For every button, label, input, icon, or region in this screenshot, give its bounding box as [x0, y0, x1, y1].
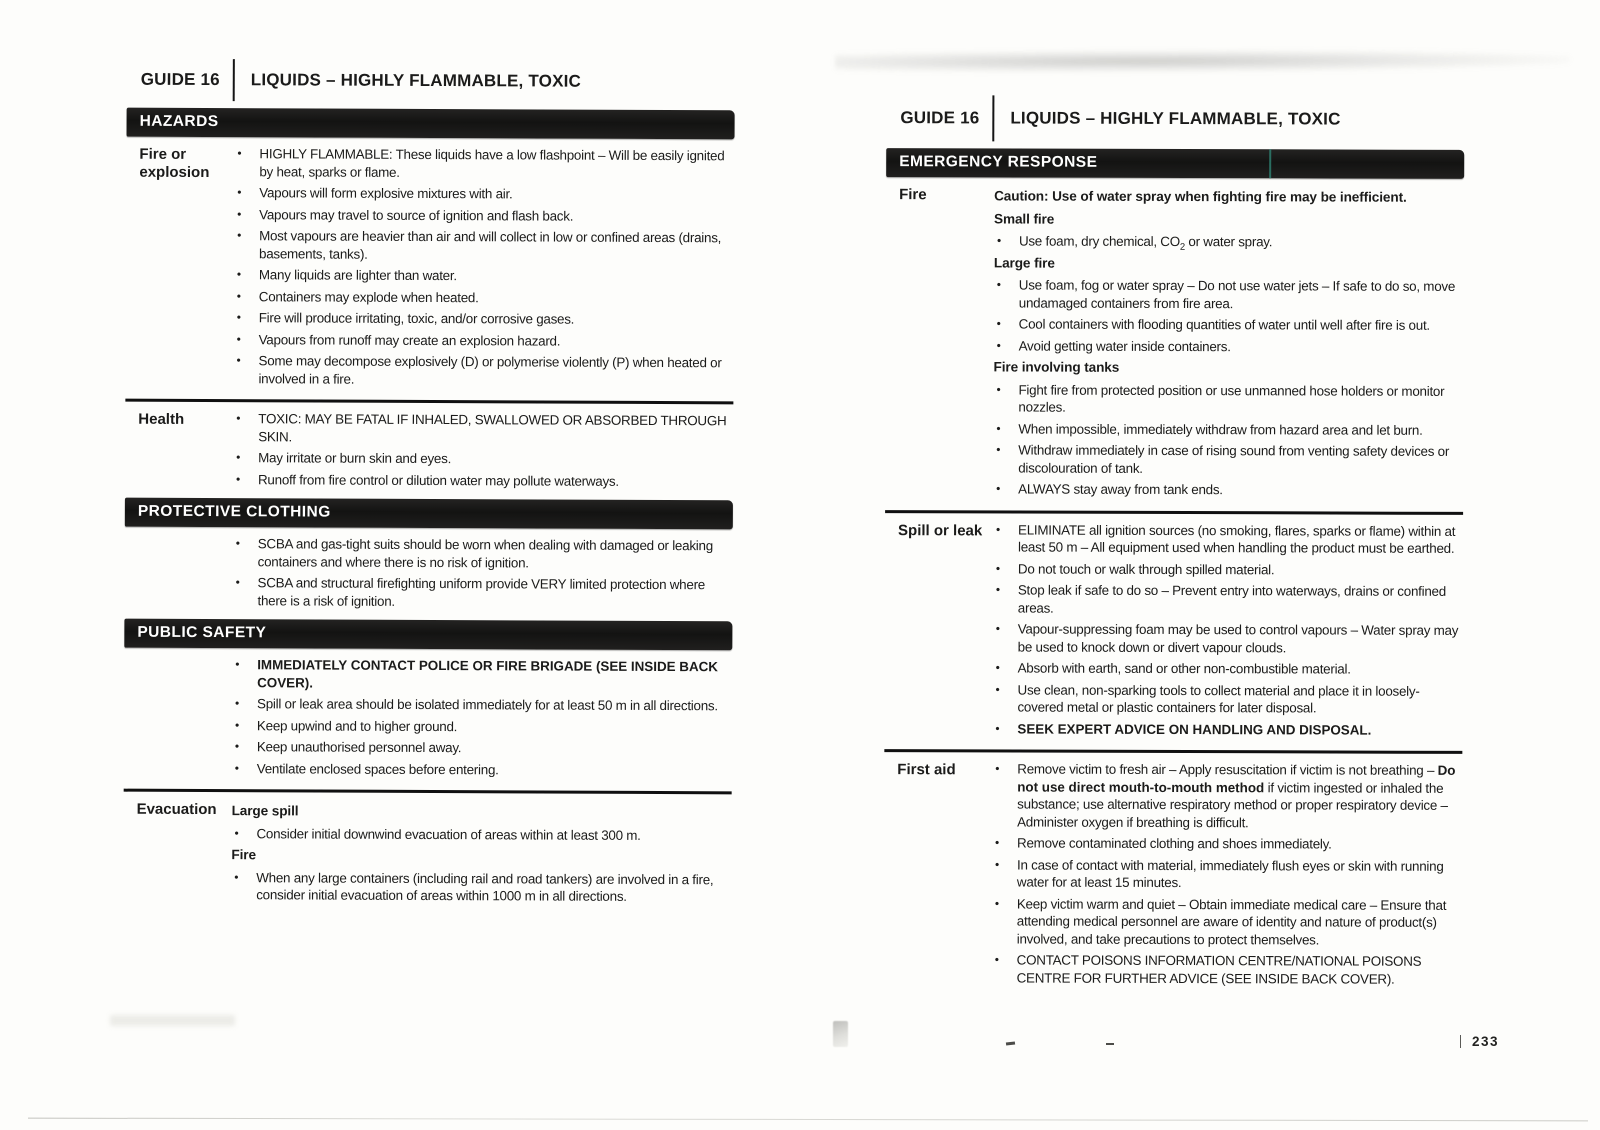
bullet-text: Some may decompose explosively (D) or polymerise violently (P) when heated or involved in a fire. [258, 353, 722, 387]
section-row [884, 513, 1463, 748]
subhead: Fire involving tanks [993, 359, 1120, 375]
bullet-dot: • [235, 536, 240, 551]
bullet-item [233, 535, 729, 572]
page-number-tick [1460, 1035, 1461, 1048]
section-bar-emergency-response [886, 148, 1464, 179]
bullet-text: Use foam, fog or water spray – Do not use water jets – If safe to do so, move undamaged containers from fire area. [1018, 277, 1456, 311]
bullet-text: HIGHLY FLAMMABLE: These liquids have a low flashpoint – Will be easily ignited by heat, sparks or flame. [259, 146, 725, 180]
bullet-text: Use foam, dry chemical, $CO_2$ or water spray. [1018, 233, 1273, 253]
bullet-dot: • [995, 621, 1000, 636]
page-header [127, 59, 735, 104]
section-label: Evacuation [136, 800, 217, 819]
bullet-item [232, 695, 728, 715]
bullet-text: Absorb with earth, sand or other non-combustible material. [1017, 660, 1351, 677]
scan-smudge [110, 1015, 235, 1026]
bullet-item [992, 834, 1458, 853]
page-blocks [123, 108, 735, 915]
bullet-dot: • [995, 720, 1000, 735]
section-row [124, 648, 733, 789]
bullet-dot: • [995, 681, 1000, 696]
bullet-text: Vapours from runoff may create an explosion hazard. [258, 331, 561, 349]
bullet-item [233, 352, 729, 389]
bullet-dot: • [235, 575, 240, 590]
bullet-item [232, 738, 728, 758]
bullet-item [993, 381, 1459, 417]
scan-mark [1106, 1043, 1114, 1045]
bullet-item [234, 288, 730, 308]
bullet-text: Cool containers with flooding quantities of water until well after fire is out. [1018, 316, 1430, 333]
bullet-item [993, 521, 1459, 557]
bullet-item [992, 951, 1458, 987]
section-items [992, 760, 1461, 991]
bullet-text: CONTACT POISONS INFORMATION CENTRE/NATIONAL POISONS CENTRE FOR FURTHER ADVICE (SEE INSIDE BACK COVER). [1016, 952, 1422, 987]
bullet-text: In case of contact with material, immediately flush eyes or skin with running water for at least 15 minutes. [1016, 857, 1444, 891]
section-items [993, 185, 1462, 503]
section-bar-label: EMERGENCY RESPONSE [899, 153, 1098, 171]
bullet-dot: • [234, 739, 240, 754]
scan-smudge [833, 1021, 848, 1047]
bullet-dot: • [996, 420, 1001, 435]
bullet-text: Keep victim warm and quiet – Obtain immediate medical care – Ensure that attending medical personnel are aware of identity and nature of product(s) involved, and take precautions to protect themselves. [1016, 896, 1447, 947]
bullet-text: Withdraw immediately in case of rising sound from venting safety devices or discolouration of tank. [1018, 442, 1450, 476]
bullet-dot: • [237, 206, 242, 221]
section-label: Fire [899, 186, 927, 204]
bullet-dot: • [237, 228, 242, 243]
bullet-dot: • [236, 353, 241, 368]
bullet-dot: • [994, 952, 999, 967]
bullet-item [993, 420, 1459, 439]
bullet-text: Runoff from fire control or dilution water may pollute waterways. [257, 471, 619, 489]
bullet-text: When impossible, immediately withdraw from hazard area and let burn. [1018, 421, 1423, 438]
bullet-text: Remove contaminated clothing and shoes immediately. [1017, 835, 1332, 852]
bullet-item [994, 315, 1460, 334]
bullet-item [993, 659, 1459, 678]
page-header [886, 95, 1464, 143]
bullet-item [232, 717, 728, 737]
page-title: LIQUIDS – HIGHLY FLAMMABLE, TOXIC [250, 70, 582, 91]
bullet-item [232, 574, 728, 611]
bullet-text: May irritate or burn skin and eyes. [258, 450, 452, 467]
bullet-item [234, 145, 730, 182]
section-items [233, 145, 732, 393]
bullet-item [234, 206, 730, 226]
bullet-item [234, 266, 730, 286]
section-row [125, 402, 733, 500]
section-bar-hazards [127, 108, 735, 140]
bullet-text: When any large containers (including rail and road tankers) are involved in a fire, consider initial evacuation of areas within 1000 m in all directions. [256, 869, 714, 904]
bullet-item [992, 856, 1458, 892]
bullet-dot: • [234, 760, 240, 775]
bullet-text: Keep upwind and to higher ground. [256, 717, 458, 734]
bullet-text: Remove victim to fresh air – Apply resuscitation if victim is not breathing – Do not use direct mouth-to-mouth method if victim ingested or inhaled the substance; use alternative respiratory method or proper respiratory device – Administer oxygen if breathing is difficult. [1017, 761, 1456, 830]
bullet-dot: • [996, 277, 1002, 292]
bullet-item [992, 681, 1458, 717]
scan-shadow [835, 49, 1570, 74]
subhead: Caution: Use of water spray when fighting fire may be inefficient. [994, 188, 1407, 205]
bullet-dot: • [234, 825, 239, 840]
bullet-text: Vapour-suppressing foam may be used to control vapours – Water spray may be used to knock down or divert vapour clouds. [1017, 621, 1459, 655]
bullet-dot: • [996, 442, 1001, 457]
bullet-text: Ventilate enclosed spaces before entering. [256, 760, 499, 777]
bullet-dot: • [234, 869, 239, 884]
scan-edge-line [28, 1118, 1588, 1122]
bullet-text: IMMEDIATELY CONTACT POLICE OR FIRE BRIGADE (SEE INSIDE BACK COVER). [257, 657, 719, 690]
bullet-item [234, 309, 730, 329]
bullet-item [231, 869, 727, 906]
section-row [124, 527, 732, 621]
section-bar-public-safety [124, 619, 732, 651]
section-items [232, 656, 731, 783]
bullet-dot: • [234, 717, 240, 732]
bullet-text: Spill or leak area should be isolated immediately for at least 50 m in all directions. [257, 696, 718, 714]
bullet-text: Vapours will form explosive mixtures with air. [259, 185, 513, 202]
subhead: Small fire [994, 210, 1055, 227]
bullet-item [234, 331, 730, 351]
section-items [231, 800, 729, 910]
subhead: Large fire [993, 254, 1055, 271]
page-right [884, 95, 1465, 997]
scan-artifact-line [1269, 149, 1271, 178]
bullet-item [992, 720, 1458, 739]
section-bar-label: HAZARDS [139, 112, 219, 131]
bullet-dot: • [996, 481, 1001, 496]
bullet-dot: • [236, 411, 241, 426]
guide-number: GUIDE 16 [900, 108, 980, 128]
bullet-item [233, 410, 729, 447]
bullet-text: Avoid getting water inside containers. [1018, 338, 1231, 354]
bullet-item [231, 825, 727, 845]
bullet-text: Fight fire from protected position or use unmanned hose holders or monitor nozzles. [1018, 382, 1445, 415]
section-label [124, 656, 233, 781]
bullet-text: SEEK EXPERT ADVICE ON HANDLING AND DISPOSAL. [1017, 721, 1372, 738]
bullet-dot: • [996, 316, 1001, 331]
bullet-dot: • [996, 521, 1001, 536]
bullet-item [994, 276, 1460, 312]
section-items [233, 410, 731, 494]
bullet-dot: • [995, 835, 1000, 850]
bullet-dot: • [996, 337, 1001, 352]
page-number [1460, 1034, 1499, 1048]
bullet-item [993, 560, 1459, 579]
bullet-item [232, 656, 728, 693]
bullet-dot: • [994, 895, 1000, 910]
bullet-item [233, 449, 729, 469]
bullet-text: SCBA and gas-tight suits should be worn when dealing with damaged or leaking containers and where there is no risk of ignition. [257, 536, 713, 570]
bullet-text: TOXIC: MAY BE FATAL IF INHALED, SWALLOWED OR ABSORBED THROUGH SKIN. [258, 411, 727, 444]
bullet-text: ALWAYS stay away from tank ends. [1018, 481, 1223, 498]
section-bar-protective-clothing [125, 498, 733, 530]
header-divider [233, 59, 235, 101]
bullet-text: Consider initial downwind evacuation of areas within at least 300 m. [256, 825, 641, 843]
bullet-dot: • [237, 146, 242, 161]
bullet-text: Keep unauthorised personnel away. [256, 739, 462, 756]
section-row [125, 137, 734, 399]
subhead: Large spill [231, 803, 299, 819]
section-label: Fire or explosion [139, 145, 210, 182]
bullet-dot: • [995, 761, 1000, 776]
bullet-dot: • [237, 185, 242, 200]
scan-mark [1006, 1041, 1015, 1045]
bullet-dot: • [995, 582, 1001, 597]
section-label: First aid [897, 761, 956, 779]
bullet-dot: • [994, 856, 1000, 871]
section-label: Spill or leak [898, 521, 983, 539]
bullet-item [994, 337, 1460, 356]
bullet-item [234, 184, 730, 204]
bullet-item [992, 895, 1458, 949]
bullet-text: Do not touch or walk through spilled material. [1017, 561, 1275, 577]
bullet-dot: • [236, 267, 242, 282]
bullet-item [993, 581, 1459, 617]
bullet-item [233, 471, 729, 491]
bullet-text: SCBA and structural firefighting uniform provide VERY limited protection where there is a risk of ignition. [257, 575, 706, 609]
section-row [123, 792, 732, 915]
bullet-text: Containers may explode when heated. [258, 288, 479, 305]
bullet-text: Stop leak if safe to do so – Prevent entry into waterways, drains or confined areas. [1017, 582, 1446, 616]
bullet-item [992, 760, 1458, 831]
section-label [124, 535, 232, 613]
bullet-text: ELIMINATE all ignition sources (no smoking, flares, sparks or flame) within at least 50 m – All equipment used when handling the product must be earthed. [1017, 522, 1456, 556]
page-number-value: 233 [1472, 1034, 1500, 1048]
bullet-text: Fire will produce irritating, toxic, and/or corrosive gases. [258, 310, 575, 327]
bullet-dot: • [995, 660, 1000, 675]
bullet-dot: • [996, 233, 1002, 248]
section-bar-label: PROTECTIVE CLOTHING [137, 502, 331, 521]
bullet-dot: • [995, 560, 1001, 575]
section-label: Health [138, 410, 185, 428]
bullet-item [232, 760, 728, 780]
bullet-dot: • [236, 331, 241, 346]
bullet-item [994, 232, 1460, 251]
bullet-item [993, 441, 1459, 477]
bullet-text: Many liquids are lighter than water. [258, 267, 457, 284]
bullet-dot: • [236, 471, 241, 486]
section-items [992, 521, 1461, 743]
bullet-dot: • [996, 381, 1001, 396]
bullet-item [234, 227, 730, 264]
bullet-item [993, 620, 1459, 656]
guide-number: GUIDE 16 [140, 69, 220, 90]
header-divider [992, 95, 994, 141]
subhead: Fire [231, 847, 256, 863]
bullet-dot: • [236, 450, 241, 465]
bullet-dot: • [235, 696, 240, 711]
bullet-text: Vapours may travel to source of ignition and flash back. [259, 206, 574, 224]
page-left [123, 59, 735, 915]
page-blocks [884, 148, 1465, 997]
bullet-text: Most vapours are heavier than air and will collect in low or confined areas (drains, basements, tanks). [258, 228, 722, 262]
section-bar-label: PUBLIC SAFETY [137, 623, 267, 642]
section-row [884, 752, 1463, 997]
section-row [885, 177, 1464, 508]
page-title: LIQUIDS – HIGHLY FLAMMABLE, TOXIC [1010, 108, 1341, 129]
section-items [232, 535, 730, 615]
bullet-dot: • [236, 288, 242, 303]
bullet-dot: • [236, 310, 241, 325]
bullet-item [993, 480, 1459, 499]
bullet-text: Use clean, non-sparking tools to collect material and place it in loosely-covered metal or plastic containers for later disposal. [1017, 682, 1420, 716]
bullet-dot: • [235, 657, 240, 672]
